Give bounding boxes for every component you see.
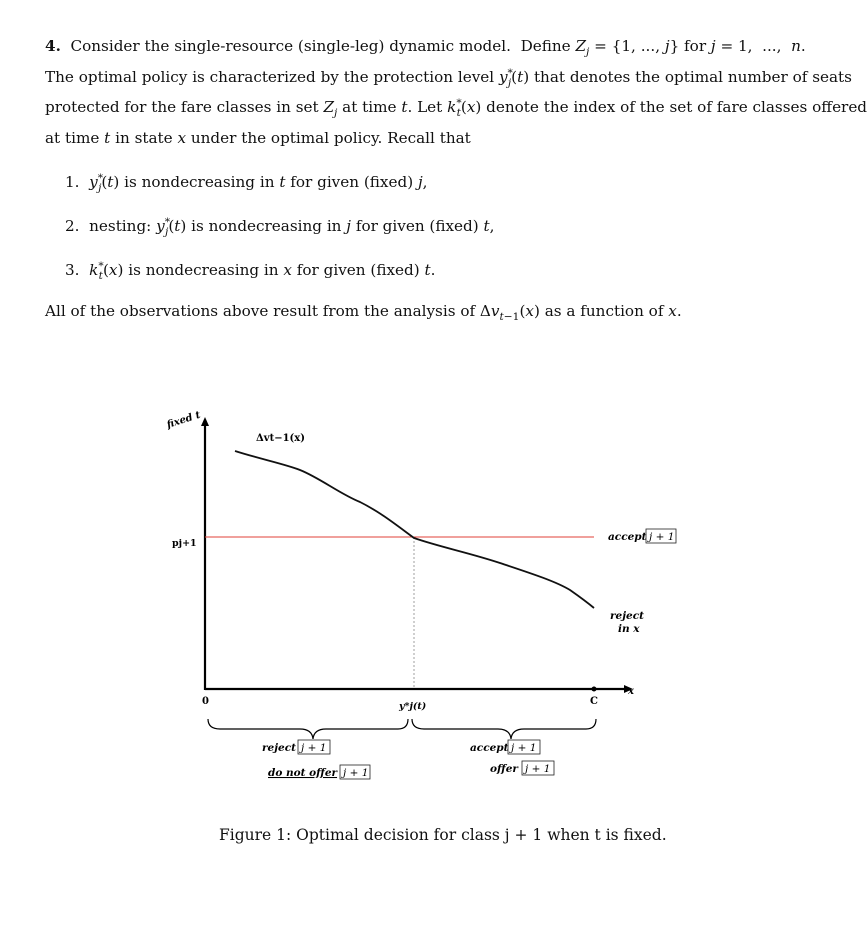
left-brace-class-2: j + 1 <box>343 767 369 779</box>
right-brace-class-1: j + 1 <box>511 742 537 754</box>
problem-number: 4. <box>45 37 61 55</box>
statement-line-4: at time t in state x under the optimal policy. Recall that <box>45 128 471 147</box>
closing-sentence: All of the observations above result from the analysis of $\Delta v_{t-1}(x)$ as a function of x. <box>45 302 682 324</box>
left-brace-word-2: do not offer <box>268 767 338 779</box>
statement-line-1: 4. Consider the single-resource (single-leg) dynamic model. Define $Z_j = \{1$, ..., j} for j = 1, ..., n. <box>45 37 806 59</box>
right-brace-class-2: j + 1 <box>525 763 551 775</box>
price-label: pj+1 <box>172 538 197 549</box>
reject-right-line2: in x <box>618 623 640 635</box>
fixed-t-label: fixed t <box>165 409 202 431</box>
right-brace-word-2: offer <box>490 763 518 775</box>
accept-right-word: accept <box>608 531 647 543</box>
observation-1: 1. $y^*_j(t)$ is nondecreasing in t for given (fixed) j, <box>65 170 428 195</box>
capacity-tick <box>592 687 597 692</box>
value-curve <box>235 451 594 608</box>
observation-2: 2. nesting: $y^*_j(t)$ is nondecreasing in j for given (fixed) t, <box>65 214 495 239</box>
accept-right-class: j + 1 <box>649 531 675 543</box>
observation-3: 3. $k^*_t(x)$ is nondecreasing in x for given (fixed) t. <box>65 258 436 283</box>
curve-label: Δvt−1(x) <box>256 433 305 444</box>
x-axis-label: x <box>628 686 634 697</box>
statement-line-2: The optimal policy is characterized by the protection level $y^*_j(t)$ that denotes the optimal number of seats <box>45 65 852 89</box>
capacity-label: C <box>590 696 598 707</box>
left-brace-class-1: j + 1 <box>301 742 327 754</box>
right-brace <box>412 719 596 739</box>
protection-level-label: y*j(t) <box>399 701 427 712</box>
figure-caption: Figure 1: Optimal decision for class j + 1 when t is fixed. <box>219 826 667 844</box>
left-brace <box>208 719 408 739</box>
statement-line-3: protected for the fare classes in set $Z_j$ at time t. Let $k^*_t(x)$ denote the index of the set of fare classes offered <box>45 95 867 120</box>
right-brace-word-1: accept <box>470 742 509 754</box>
left-brace-word-1: reject <box>262 742 296 754</box>
y-axis-arrowhead <box>201 417 209 426</box>
reject-right-line1: reject <box>610 610 644 622</box>
origin-label: 0 <box>202 696 209 707</box>
